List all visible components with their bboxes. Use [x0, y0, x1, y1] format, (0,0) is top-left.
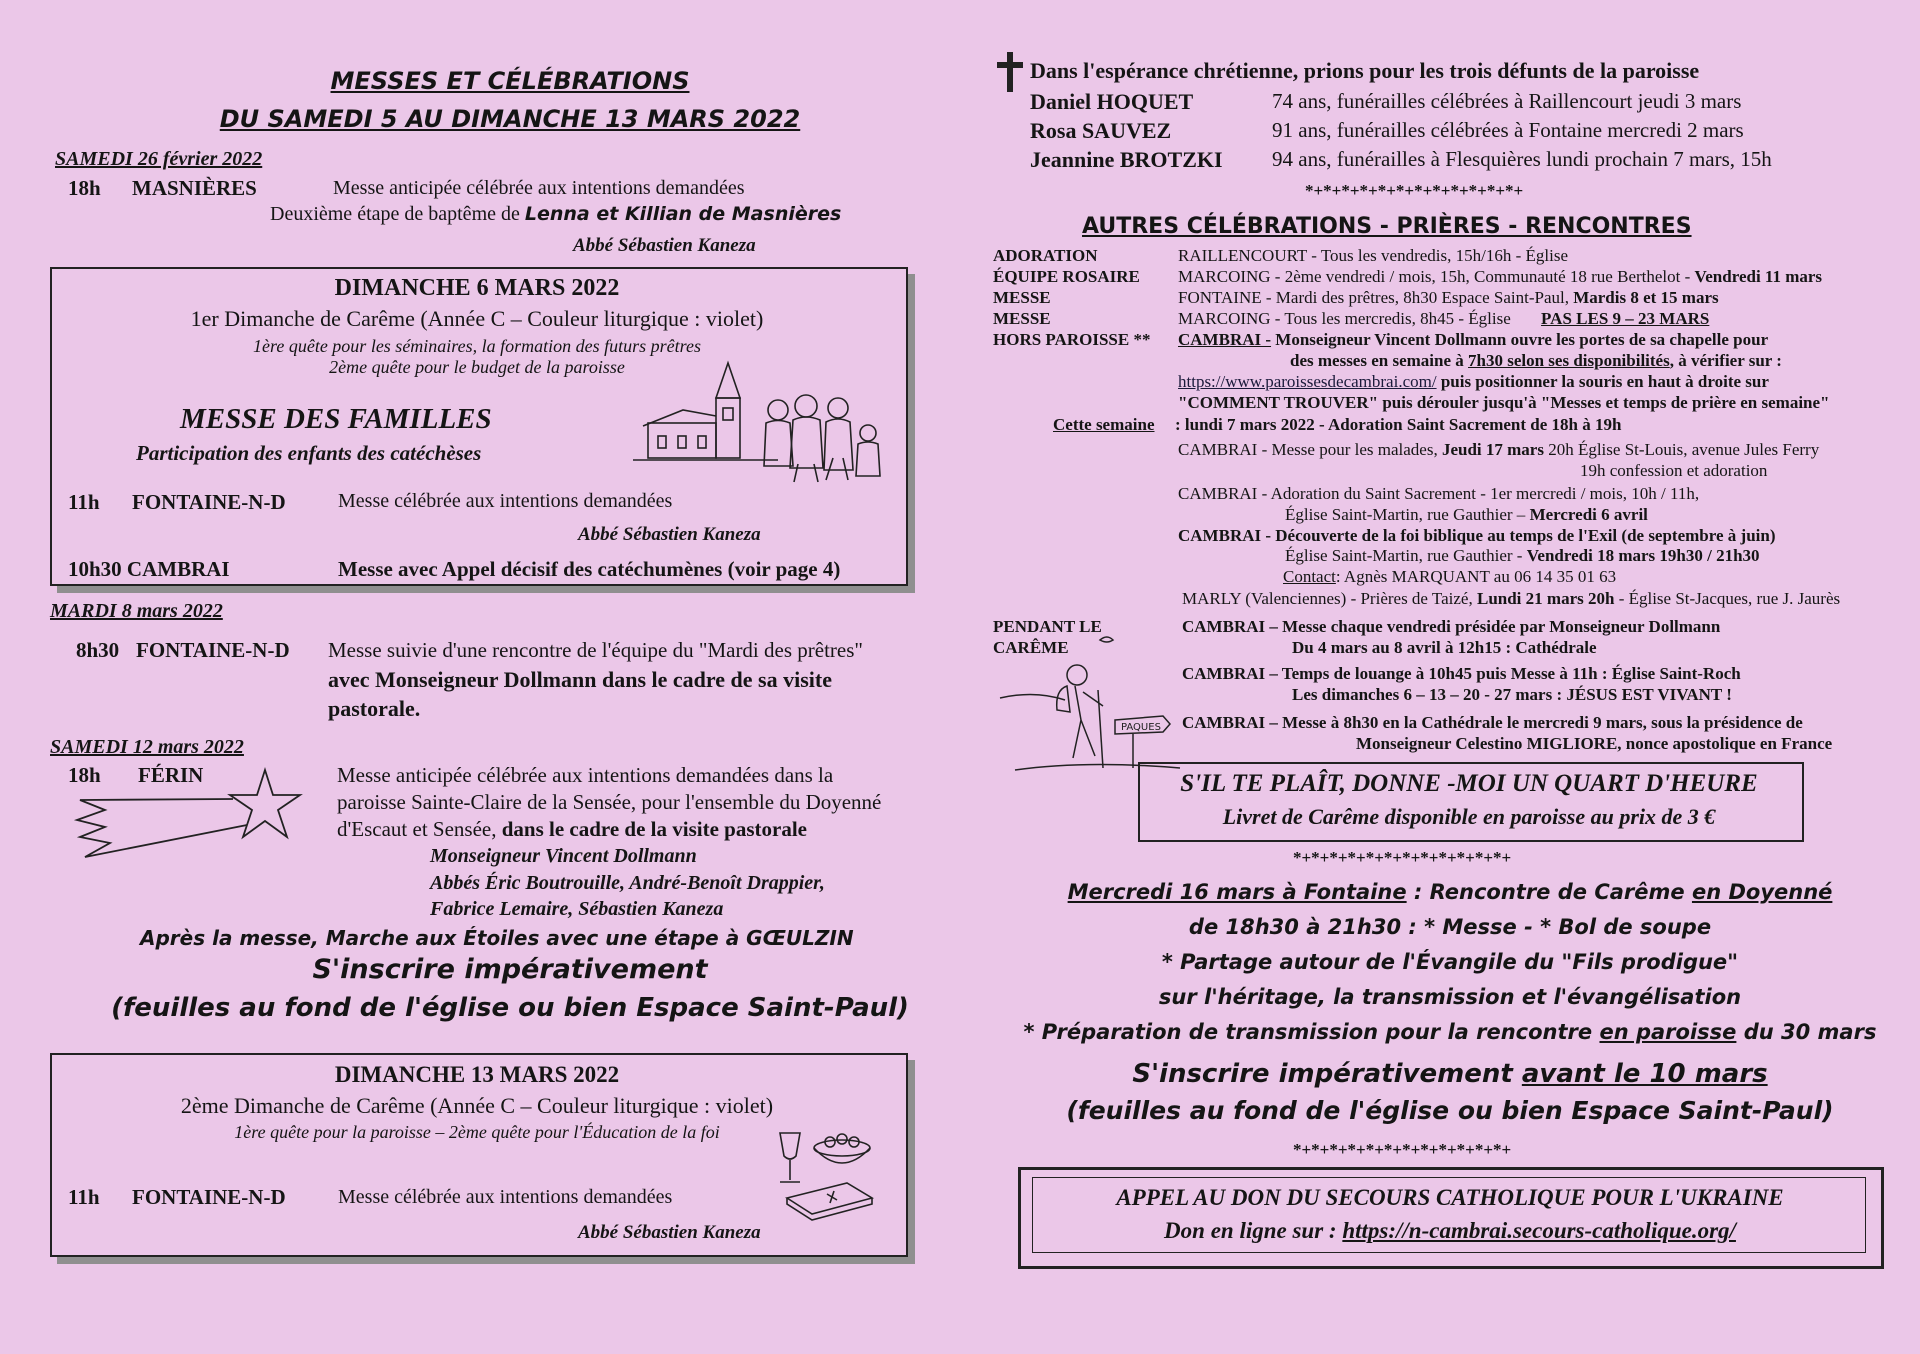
hors-text: puis positionner la souris en haut à droite sur	[1440, 372, 1769, 391]
chalice-bread-illustration	[772, 1128, 882, 1218]
line-part-bold: dans le cadre de la visite pastorale	[501, 817, 807, 841]
row-text	[1178, 267, 1822, 287]
mass-description: pastorale.	[328, 696, 421, 721]
mass-place: MASNIÈRES	[132, 176, 257, 200]
celebrant: Monseigneur Vincent Dollmann	[430, 845, 697, 867]
date-heading: MARDI 8 mars 2022	[50, 600, 223, 622]
inscrire-line	[1000, 1059, 1900, 1089]
ukraine-title: APPEL AU DON DU SECOURS CATHOLIQUE POUR L'UKRAINE	[1116, 1185, 1784, 1210]
date-heading: SAMEDI 12 mars 2022	[50, 736, 244, 758]
hors-city: CAMBRAI -	[1178, 330, 1272, 349]
mercredi-text: * Préparation de transmission pour la rencontre	[1023, 1020, 1600, 1044]
bapteme-names: Lenna et Killian de Masnières	[524, 203, 842, 225]
sunday-6-subtitle: 1er Dimanche de Carême (Année C – Couleur liturgique : violet)	[190, 306, 764, 331]
sunday-6-title: DIMANCHE 6 MARS 2022	[334, 275, 620, 301]
row-text-part: MARCOING - 2ème vendredi / mois, 15h, Communauté 18 rue Berthelot -	[1178, 267, 1691, 286]
mercredi-line	[1000, 1020, 1900, 1044]
row-label: ÉQUIPE ROSAIRE	[993, 267, 1140, 286]
row-label: MESSE	[993, 309, 1051, 328]
semaine-text: Église Saint-Martin, rue Gauthier –	[1285, 505, 1526, 524]
semaine-text-bold: Lundi 21 mars 20h	[1476, 589, 1615, 608]
hors-line: "COMMENT TROUVER" puis dérouler jusqu'à "Messes et temps de prière en semaine"	[1178, 393, 1830, 412]
mass-time-place: 10h30 CAMBRAI	[68, 557, 230, 581]
inscrire-details: (feuilles au fond de l'église ou bien Espace Saint-Paul)	[111, 993, 909, 1023]
ukraine-text: Don en ligne sur :	[1164, 1218, 1337, 1243]
hors-text-underlined: 7h30 selon ses disponibilités	[1468, 351, 1670, 370]
separator: *+*+*+*+*+*+*+*+*+*+*+*+	[1305, 181, 1524, 200]
mercredi-line: * Partage autour de l'Évangile du "Fils prodigue"	[1161, 950, 1739, 974]
careme-line: CAMBRAI – Messe chaque vendredi présidée par Monseigneur Dollmann	[1182, 617, 1721, 636]
priest-name: Abbé Sébastien Kaneza	[578, 1222, 761, 1243]
row-text: RAILLENCOURT - Tous les vendredis, 15h/16h - Église	[1178, 246, 1569, 265]
semaine-text: - Église St-Jacques, rue J. Jaurès	[1618, 589, 1841, 608]
quete-2: 2ème quête pour le budget de la paroisse	[329, 357, 625, 377]
paques-sign-label: PAQUES	[1121, 722, 1161, 733]
row-text-bold: Vendredi 11 mars	[1694, 267, 1823, 286]
defunt-name: Jeannine BROTZKI	[1030, 147, 1223, 172]
contact-text: : Agnès MARQUANT au 06 14 35 01 63	[1335, 567, 1617, 586]
semaine-text: Église Saint-Martin, rue Gauthier -	[1285, 546, 1523, 565]
mass-description: paroisse Sainte-Claire de la Sensée, pour l'ensemble du Doyenné	[337, 790, 882, 814]
hors-line	[1178, 330, 1768, 350]
row-text-bold: PAS LES 9 – 23 MARS	[1541, 309, 1710, 328]
semaine-line: 19h confession et adoration	[1580, 461, 1768, 480]
hors-label: HORS PAROISSE **	[993, 330, 1151, 349]
hors-line	[1290, 351, 1782, 371]
mass-place: FÉRIN	[138, 763, 204, 787]
celebrant: Fabrice Lemaire, Sébastien Kaneza	[430, 898, 724, 920]
mass-time: 18h	[68, 763, 101, 787]
celebrant: Abbés Éric Boutrouille, André-Benoît Drappier,	[430, 872, 825, 894]
mercredi-text-underlined: en paroisse	[1599, 1020, 1737, 1044]
semaine-text: CAMBRAI - Messe pour les malades,	[1178, 440, 1438, 459]
mass-description	[337, 817, 807, 842]
semaine-line	[1283, 567, 1616, 587]
paroisses-link[interactable]: https://www.paroissesdecambrai.com/	[1178, 372, 1437, 391]
hors-line	[1178, 372, 1769, 392]
row-text-part: MARCOING - Tous les mercredis, 8h45 - Église	[1178, 309, 1511, 328]
defunts-intro: Dans l'espérance chrétienne, prions pour les trois défunts de la paroisse	[1030, 58, 1700, 83]
defunt-info: 74 ans, funérailles célébrées à Raillencourt jeudi 3 mars	[1272, 89, 1742, 113]
semaine-line: : lundi 7 mars 2022 - Adoration Saint Sacrement de 18h à 19h	[1175, 415, 1622, 434]
separator: *+*+*+*+*+*+*+*+*+*+*+*+	[1293, 1140, 1512, 1159]
defunt-name: Rosa SAUVEZ	[1030, 118, 1172, 143]
semaine-text-bold: Vendredi 18 mars 19h30 / 21h30	[1526, 546, 1760, 565]
row-label: MESSE	[993, 288, 1051, 307]
line-part: d'Escaut et Sensée,	[337, 817, 497, 841]
careme-line: CAMBRAI – Messe à 8h30 en la Cathédrale le mercredi 9 mars, sous la présidence de	[1182, 713, 1803, 732]
inscrire-deadline: avant le 10 mars	[1521, 1059, 1768, 1089]
mass-time: 18h	[68, 176, 101, 200]
mass-description: Messe anticipée célébrée aux intentions demandées	[333, 177, 745, 199]
careme-label: CARÊME	[993, 638, 1069, 657]
mercredi-text: du 30 mars	[1736, 1020, 1877, 1044]
hors-text: des messes en semaine à	[1290, 351, 1464, 370]
participation-text: Participation des enfants des catéchèses	[136, 441, 482, 465]
mass-description: avec Monseigneur Dollmann dans le cadre de sa visite	[328, 667, 832, 692]
mass-time: 11h	[68, 490, 100, 514]
mass-time: 8h30	[76, 638, 120, 662]
messe-familles-heading: MESSE DES FAMILLES	[180, 403, 492, 435]
careme-label: PENDANT LE	[993, 617, 1102, 636]
defunt-info: 91 ans, funérailles célébrées à Fontaine mercredi 2 mars	[1272, 118, 1744, 142]
mass-place: FONTAINE-N-D	[132, 490, 286, 514]
hors-text: Monseigneur Vincent Dollmann ouvre les portes de sa chapelle pour	[1275, 330, 1769, 349]
autres-title: AUTRES CÉLÉBRATIONS - PRIÈRES - RENCONTRES	[1082, 214, 1692, 239]
bapteme-label: Deuxième étape de baptême de	[270, 203, 520, 225]
separator: *+*+*+*+*+*+*+*+*+*+*+*+	[1293, 848, 1512, 867]
mercredi-line: sur l'héritage, la transmission et l'évangélisation	[1158, 985, 1742, 1009]
row-label: ADORATION	[993, 246, 1098, 265]
marche-etoiles: Après la messe, Marche aux Étoiles avec une étape à GŒULZIN	[140, 926, 854, 950]
mass-description: Messe anticipée célébrée aux intentions demandées dans la	[337, 763, 834, 787]
defunt-info: 94 ans, funérailles à Flesquières lundi prochain 7 mars, 15h	[1272, 147, 1772, 171]
inscrire-text: S'inscrire impérativement	[1132, 1059, 1522, 1089]
inscrire-heading: S'inscrire impérativement	[312, 954, 708, 985]
defunt-name: Daniel HOQUET	[1030, 89, 1194, 114]
careme-line: CAMBRAI – Temps de louange à 10h45 puis Messe à 11h : Église Saint-Roch	[1182, 664, 1741, 683]
mass-description: Messe avec Appel décisif des catéchumènes (voir page 4)	[338, 557, 841, 581]
quart-heure-title: S'IL TE PLAÎT, DONNE -MOI UN QUART D'HEURE	[1180, 770, 1758, 797]
pilgrim-illustration	[995, 620, 1185, 780]
semaine-line	[1285, 546, 1760, 566]
careme-line: Du 4 mars au 8 avril à 12h15 : Cathédrale	[1292, 638, 1597, 657]
page-title-line2: DU SAMEDI 5 AU DIMANCHE 13 MARS 2022	[219, 105, 801, 133]
date-heading: SAMEDI 26 février 2022	[55, 148, 263, 170]
secours-catholique-link[interactable]: https://n-cambrai.secours-catholique.org/	[1342, 1218, 1736, 1243]
hors-text: , à vérifier sur :	[1669, 351, 1782, 370]
quete-1: 1ère quête pour les séminaires, la formation des futurs prêtres	[253, 336, 701, 356]
row-text-bold: Mardis 8 et 15 mars	[1573, 288, 1719, 307]
mass-description: Messe célébrée aux intentions demandées	[338, 1186, 673, 1208]
careme-line: Monseigneur Celestino MIGLIORE, nonce apostolique en France	[1356, 734, 1833, 753]
mass-description: Messe suivie d'une rencontre de l'équipe du "Mardi des prêtres"	[328, 638, 863, 662]
semaine-line	[1285, 505, 1648, 525]
semaine-line	[1178, 440, 1819, 460]
inscrire-details: (feuilles au fond de l'église ou bien Espace Saint-Paul)	[1066, 1096, 1834, 1125]
mercredi-date: Mercredi 16 mars à Fontaine	[1067, 880, 1407, 904]
mercredi-line: de 18h30 à 21h30 : * Messe - * Bol de soupe	[1188, 915, 1712, 939]
careme-line: Les dimanches 6 – 13 – 20 - 27 mars : JÉSUS EST VIVANT !	[1292, 685, 1732, 704]
sunday-13-title: DIMANCHE 13 MARS 2022	[334, 1062, 620, 1087]
quart-heure-subtitle: Livret de Carême disponible en paroisse au prix de 3 €	[1222, 804, 1716, 829]
semaine-text-bold: Jeudi 17 mars	[1441, 440, 1544, 459]
sunday-13-quetes: 1ère quête pour la paroisse – 2ème quête pour l'Éducation de la foi	[234, 1122, 720, 1142]
priest-name: Abbé Sébastien Kaneza	[573, 235, 756, 256]
mass-time: 11h	[68, 1185, 100, 1209]
row-text	[1178, 309, 1709, 329]
semaine-text: 20h Église St-Louis, avenue Jules Ferry	[1548, 440, 1820, 459]
mercredi-line	[1000, 880, 1900, 904]
mass-place: FONTAINE-N-D	[132, 1185, 286, 1209]
row-text	[1178, 288, 1719, 308]
semaine-line	[1182, 589, 1840, 609]
page-title-line1: MESSES ET CÉLÉBRATIONS	[330, 67, 690, 95]
semaine-line: CAMBRAI - Adoration du Saint Sacrement - 1er mercredi / mois, 10h / 11h,	[1178, 484, 1700, 503]
contact-label: Contact	[1283, 567, 1336, 586]
semaine-text: MARLY (Valenciennes) - Prières de Taizé,	[1182, 589, 1473, 608]
row-text-part: FONTAINE - Mardi des prêtres, 8h30 Espace Saint-Paul,	[1178, 288, 1569, 307]
priest-name: Abbé Sébastien Kaneza	[578, 524, 761, 545]
ukraine-line	[1018, 1218, 1882, 1244]
mercredi-text: : Rencontre de Carême	[1406, 880, 1692, 904]
shooting-star-illustration	[75, 765, 315, 865]
mercredi-text-underlined: en Doyenné	[1691, 880, 1833, 904]
bapteme-text	[270, 203, 841, 226]
church-family-illustration	[628, 348, 898, 488]
semaine-text-bold: Mercredi 6 avril	[1529, 505, 1648, 524]
sunday-13-subtitle: 2ème Dimanche de Carême (Année C – Couleur liturgique : violet)	[180, 1093, 774, 1118]
cross-icon	[996, 52, 1024, 92]
mass-description: Messe célébrée aux intentions demandées	[338, 490, 673, 512]
mass-place: FONTAINE-N-D	[136, 638, 290, 662]
semaine-label: Cette semaine	[1053, 415, 1155, 434]
semaine-line: CAMBRAI - Découverte de la foi biblique au temps de l'Exil (de septembre à juin)	[1178, 526, 1776, 545]
